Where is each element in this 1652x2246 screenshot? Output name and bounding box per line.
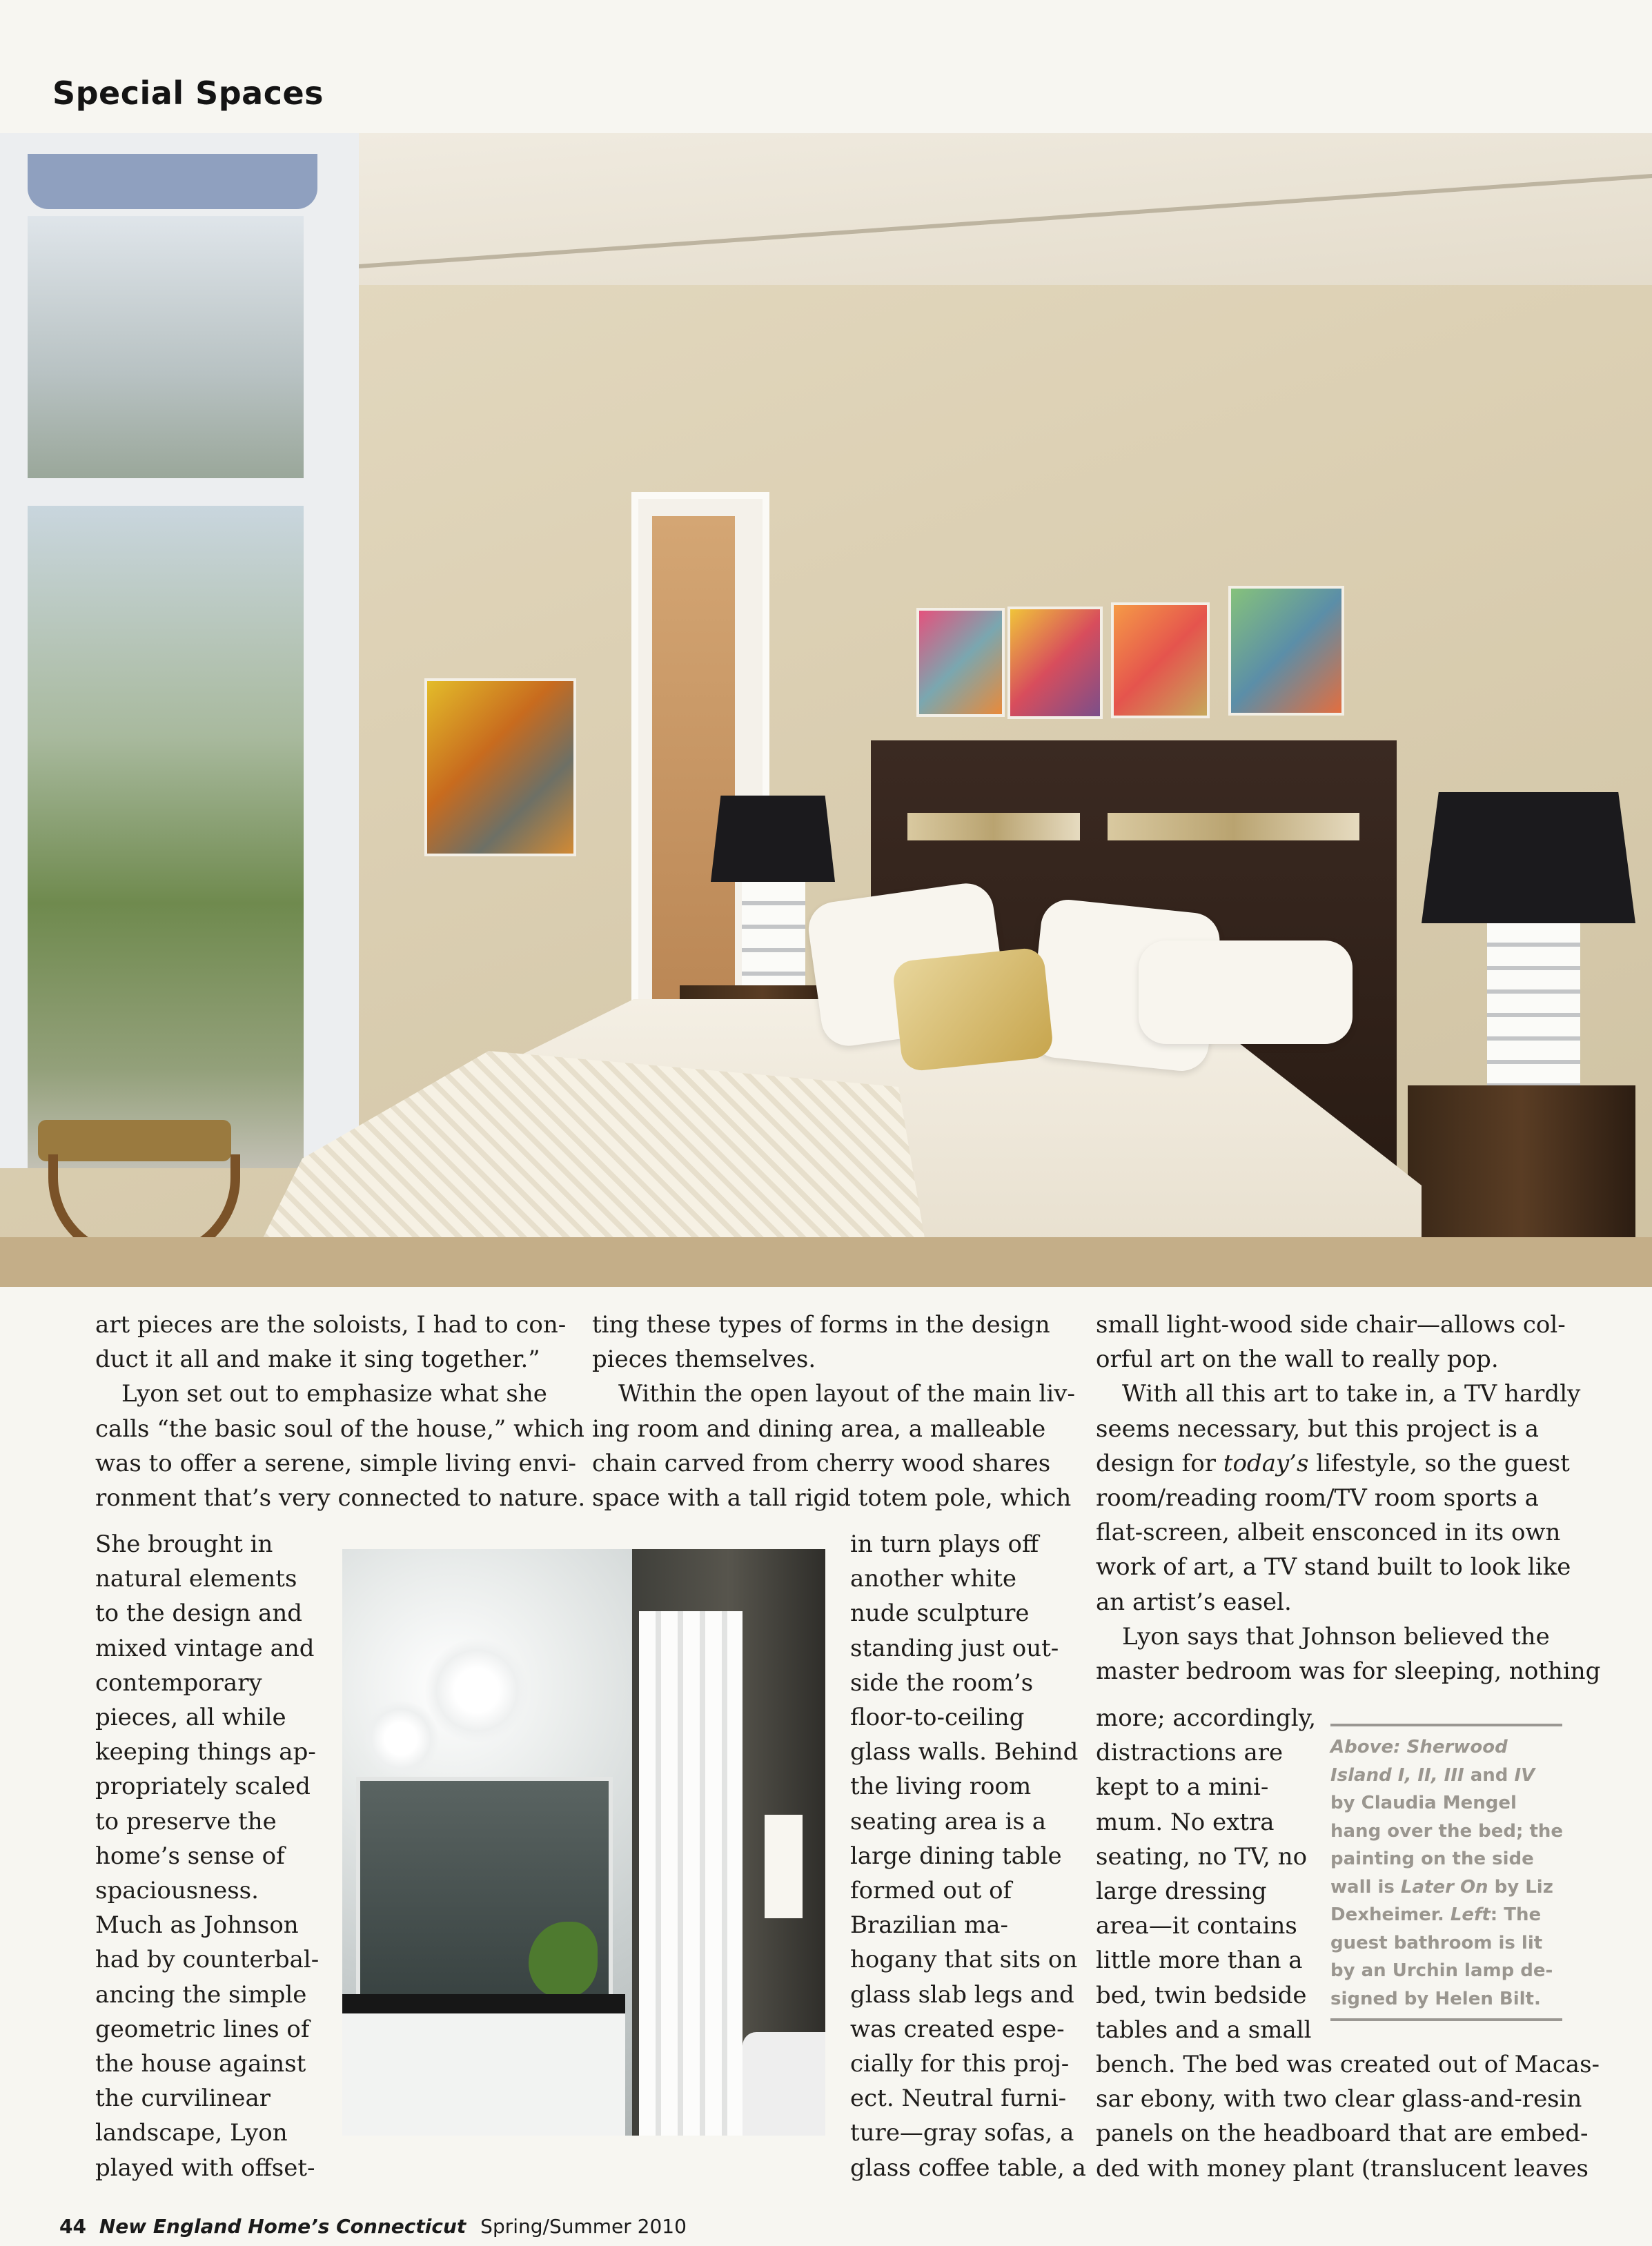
text-line: glass coffee table, a: [850, 2154, 1086, 2182]
caption-rule-top: [1330, 1724, 1562, 1726]
text-line: pieces themselves.: [592, 1346, 816, 1374]
headboard-panel-left: [907, 813, 1080, 840]
text-line: to the design and: [95, 1599, 303, 1628]
text-line: was created espe-: [850, 2015, 1065, 2043]
lamp-base-right: [1487, 923, 1580, 1085]
pillow: [1139, 940, 1353, 1044]
painting-side-wall: [424, 678, 576, 856]
text-line: area—it contains: [1096, 1912, 1297, 1940]
text-line: another white: [850, 1565, 1017, 1593]
text-line: the curvilinear: [95, 2085, 271, 2113]
guest-bathroom-photo: [342, 1549, 825, 2136]
painting-above-bed-3: [1111, 602, 1210, 718]
headboard-panel-right: [1108, 813, 1359, 840]
text-line: panels on the headboard that are embed-: [1096, 2120, 1589, 2148]
text-line: ronment that’s very connected to nature.: [95, 1484, 586, 1513]
gold-pillow: [892, 947, 1054, 1072]
text-line: distractions are: [1096, 1739, 1284, 1767]
text-emphasis: today’s: [1223, 1449, 1309, 1477]
text-line: Lyon set out to emphasize what she: [121, 1380, 547, 1408]
lamp-base-left: [742, 882, 805, 985]
shower-curtain: [639, 1611, 743, 2136]
article-col3-bottom: [1096, 2047, 1600, 2186]
text-line: geometric lines of: [95, 2015, 310, 2043]
caption-run: : The: [1490, 1904, 1542, 1925]
caption-run: by Liz: [1488, 1876, 1553, 1898]
text-line: large dressing: [1096, 1878, 1267, 1906]
text-line: bench. The bed was created out of Macas-: [1096, 2051, 1600, 2078]
caption-line: signed by Helen Bilt.: [1330, 1988, 1541, 2009]
page-footer: [59, 2215, 687, 2238]
window-pane-upper: [28, 216, 304, 478]
article-col1-top: [95, 1308, 585, 1515]
text-line: landscape, Lyon: [95, 2119, 288, 2147]
text-line: floor-to-ceiling: [850, 1704, 1025, 1732]
caption-emphasis: Left: [1450, 1904, 1491, 1925]
caption-rule-bottom: [1330, 2018, 1562, 2021]
text-line: in turn plays off: [850, 1530, 1039, 1558]
text-line: tables and a small: [1096, 2016, 1312, 2044]
text-line: seems necessary, but this project is a: [1096, 1415, 1539, 1443]
article-col3-top: [1096, 1308, 1600, 1688]
text-line: little more than a: [1096, 1947, 1303, 1975]
lamp-shade-right: [1422, 792, 1635, 923]
text-run: lifestyle, so the guest: [1308, 1449, 1570, 1477]
article-col3-middle: [1096, 1701, 1316, 2047]
text-line: home’s sense of: [95, 1842, 285, 1870]
vanity-top: [342, 1994, 625, 2013]
text-line: the living room: [850, 1773, 1032, 1801]
article-col1-bottom: [95, 1527, 319, 2185]
caption-line: by Claudia Mengel: [1330, 1793, 1517, 1813]
lamp-shade-left: [711, 796, 835, 882]
text-line: [1096, 1446, 1600, 1481]
text-line: standing just out-: [850, 1634, 1059, 1662]
text-line: was to offer a serene, simple living envi-: [95, 1449, 577, 1477]
text-line: calls “the basic soul of the house,” which: [95, 1415, 584, 1443]
text-line: Lyon says that Johnson believed the: [1122, 1622, 1550, 1651]
ceiling: [359, 133, 1652, 285]
text-line: ing room and dining area, a malleable: [592, 1415, 1046, 1443]
text-line: Brazilian ma-: [850, 1911, 1009, 1940]
window-pane-lower: [28, 506, 304, 1168]
text-line: sar ebony, with two clear glass-and-resin: [1096, 2085, 1582, 2114]
text-line: flat-screen, albeit ensconced in its own: [1096, 1519, 1561, 1547]
text-line: small light-wood side chair—allows col-: [1096, 1311, 1566, 1339]
caption-line: [1330, 1901, 1563, 1929]
text-line: ancing the simple: [95, 1980, 307, 2009]
text-line: With all this art to take in, a TV hardly: [1122, 1380, 1581, 1408]
painting-above-bed-4: [1228, 586, 1344, 716]
doorway-interior: [652, 516, 735, 1037]
text-line: hogany that sits on: [850, 1946, 1078, 1974]
caption-run: wall is: [1330, 1876, 1401, 1898]
towel: [765, 1815, 803, 1918]
main-bedroom-photo: [0, 133, 1652, 1287]
text-line: contemporary: [95, 1668, 262, 1697]
text-line: mum. No extra: [1096, 1808, 1275, 1836]
text-line: large dining table: [850, 1842, 1062, 1870]
section-title: Special Spaces: [52, 75, 324, 112]
caption-line: [1330, 1762, 1563, 1790]
text-line: duct it all and make it sing together.”: [95, 1346, 540, 1374]
caption-run: Dexheimer.: [1330, 1904, 1451, 1925]
text-line: nude sculpture: [850, 1599, 1030, 1628]
text-line: spaciousness.: [95, 1877, 259, 1905]
caption-emphasis: Island I, II, III: [1330, 1764, 1464, 1786]
painting-above-bed-2: [1007, 607, 1103, 719]
text-line: master bedroom was for sleeping, nothing: [1096, 1657, 1601, 1686]
text-line: the house against: [95, 2050, 306, 2078]
text-line: ting these types of forms in the design: [592, 1311, 1050, 1339]
issue-date: Spring/Summer 2010: [480, 2215, 687, 2238]
text-line: ded with money plant (translucent leaves: [1096, 2154, 1589, 2183]
text-line: glass slab legs and: [850, 1980, 1074, 2009]
caption-line: [1330, 1733, 1563, 1762]
magazine-title: New England Home’s Connecticut: [99, 2215, 466, 2238]
text-line: side the room’s: [850, 1668, 1034, 1697]
text-line: work of art, a TV stand built to look like: [1096, 1553, 1571, 1582]
text-line: played with offset-: [95, 2154, 315, 2182]
text-line: to preserve the: [95, 1807, 277, 1835]
caption-run: and: [1464, 1764, 1515, 1786]
caption-line: painting on the side: [1330, 1849, 1534, 1869]
text-line: orful art on the wall to really pop.: [1096, 1346, 1499, 1374]
caption-line: guest bathroom is lit: [1330, 1932, 1543, 1953]
text-line: an artist’s easel.: [1096, 1588, 1292, 1616]
text-line: art pieces are the soloists, I had to con-: [95, 1311, 567, 1339]
article-col2-top: [592, 1308, 1075, 1515]
text-line: mixed vintage and: [95, 1634, 315, 1662]
text-line: Much as Johnson: [95, 1911, 299, 1940]
text-line: bed, twin bedside: [1096, 1981, 1307, 2009]
page-number: 44: [59, 2215, 86, 2238]
floor: [0, 1237, 1652, 1287]
text-line: Within the open layout of the main liv-: [618, 1380, 1075, 1408]
text-line: more; accordingly,: [1096, 1704, 1317, 1732]
text-line: seating, no TV, no: [1096, 1842, 1308, 1871]
caption-line: by an Urchin lamp de-: [1330, 1960, 1553, 1981]
text-line: chain carved from cherry wood shares: [592, 1449, 1051, 1477]
caption-line: [1330, 1873, 1563, 1902]
vanity-cabinet: [342, 2004, 625, 2136]
text-line: space with a tall rigid totem pole, which: [592, 1484, 1072, 1513]
caption-line: hang over the bed; the: [1330, 1820, 1564, 1842]
text-line: formed out of: [850, 1877, 1012, 1905]
caption-emphasis: Above: Sherwood: [1330, 1737, 1508, 1757]
text-run: design for: [1096, 1449, 1223, 1477]
bathtub: [743, 2032, 825, 2136]
caption-emphasis: Later On: [1400, 1876, 1488, 1898]
text-line: pieces, all while: [95, 1704, 286, 1732]
caption-emphasis: IV: [1514, 1764, 1535, 1786]
text-line: cially for this proj-: [850, 2050, 1070, 2078]
painting-above-bed-1: [916, 608, 1005, 717]
text-line: kept to a mini-: [1096, 1773, 1269, 1802]
article-col2-bottom: [850, 1527, 1086, 2185]
text-line: ture—gray sofas, a: [850, 2119, 1074, 2147]
text-line: room/reading room/TV room sports a: [1096, 1484, 1539, 1513]
awning: [28, 154, 317, 209]
text-line: She brought in: [95, 1530, 273, 1558]
urchin-lamp: [363, 1701, 439, 1777]
urchin-lamp: [425, 1639, 529, 1742]
text-line: natural elements: [95, 1565, 297, 1593]
photo-caption: [1330, 1733, 1563, 2013]
text-line: had by counterbal-: [95, 1946, 319, 1974]
text-line: keeping things ap-: [95, 1738, 316, 1766]
text-line: propriately scaled: [95, 1773, 311, 1801]
text-line: ect. Neutral furni-: [850, 2085, 1067, 2113]
text-line: seating area is a: [850, 1807, 1046, 1835]
text-line: glass walls. Behind: [850, 1738, 1079, 1766]
